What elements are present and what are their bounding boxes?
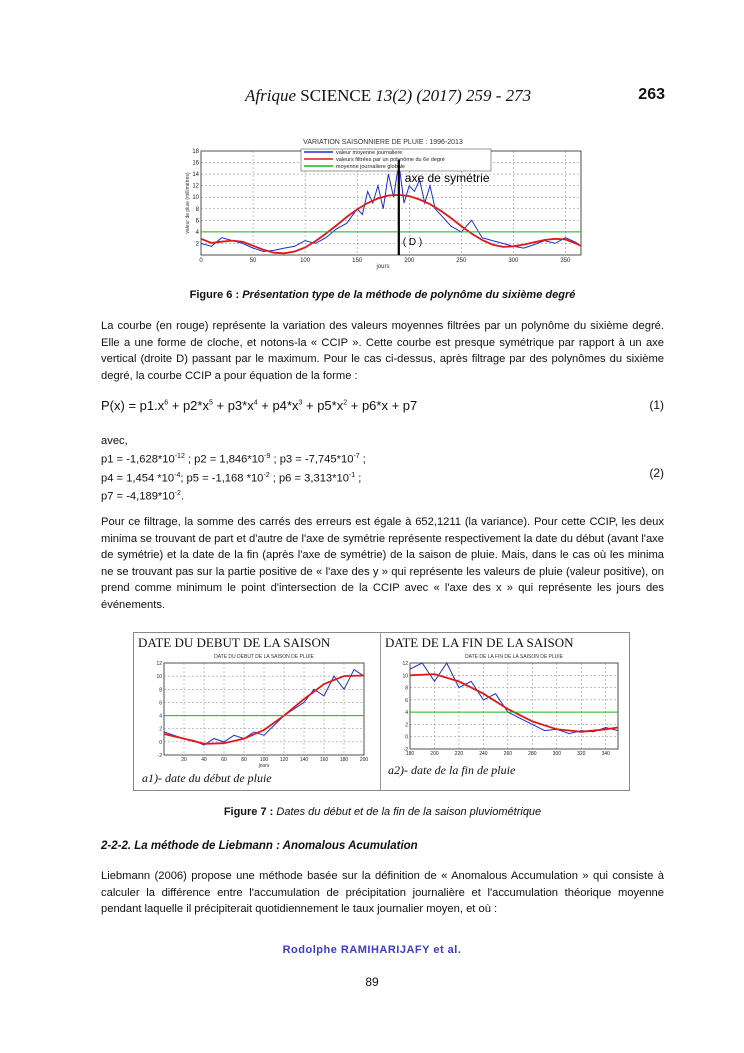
x-tick-label: 40 bbox=[201, 757, 207, 763]
equation-2-line-1: $p1 = -1,628*10^{-12}$ ; $p2 = 1,846*10^{-9}$ ; $p3 = -7,745*10^{-7}$ ; bbox=[101, 453, 366, 466]
y-tick-label: 2 bbox=[195, 241, 199, 248]
y-tick-label: 12 bbox=[156, 661, 162, 667]
y-tick-label: 6 bbox=[195, 218, 199, 225]
legend-label-2: moyenne journaliere globale bbox=[336, 164, 406, 170]
x-tick-label: 20 bbox=[181, 757, 187, 763]
y-tick-label: 6 bbox=[159, 700, 162, 707]
x-tick-label: 200 bbox=[430, 751, 439, 757]
y-tick-label: -2 bbox=[157, 753, 162, 759]
equation-1: $P(x) = p1.x^6 + p2*x^5 + p3*x^4 + p4*x^3 + p5*x^2 + p6*x + p7$ (1) bbox=[101, 398, 664, 413]
y-tick-label: 10 bbox=[402, 673, 408, 680]
journal-reference: Afrique SCIENCE 13(2) (2017) 259 - 273 bbox=[245, 86, 532, 105]
y-tick-label: 2 bbox=[405, 722, 408, 729]
symmetry-axis-label: axe de symétrie bbox=[404, 171, 490, 185]
figure-7 bbox=[133, 632, 630, 791]
legend-label-0: valeur moyenne journaliere bbox=[336, 150, 403, 156]
x-tick-label: 160 bbox=[319, 757, 329, 763]
x-tick-label: 250 bbox=[456, 258, 467, 264]
y-tick-label: 2 bbox=[159, 726, 162, 733]
x-tick-label: 180 bbox=[339, 757, 349, 763]
y-tick-label: 4 bbox=[405, 710, 408, 717]
x-tick-label: 200 bbox=[359, 757, 369, 763]
x-tick-label: 320 bbox=[577, 751, 586, 757]
x-tick-label: 240 bbox=[479, 751, 488, 757]
x-tick-label: 140 bbox=[299, 757, 309, 763]
equation-2 bbox=[101, 433, 664, 505]
y-tick-label: 8 bbox=[405, 685, 408, 692]
figure-6-ylabel: valeur de pluie (millimètres) bbox=[185, 172, 191, 234]
equation-2-number: (2) bbox=[649, 466, 664, 480]
figure-7-left-title: DATE DU DEBUT DE LA SAISON bbox=[138, 635, 331, 650]
paragraph-3: Liebmann (2006) propose une méthode basée sur la définition de « Anomalous Accumulation » qui consiste à calculer la différence entre l'accumulation de précipitation journalière et l'accumulation théorique moyenne pendant laquelle il précipiterait quotidiennement le taux journalier moyen, et où : bbox=[101, 870, 664, 916]
x-tick-label: 350 bbox=[560, 258, 571, 264]
figure-7-right-chart bbox=[396, 651, 622, 759]
y-tick-label: 8 bbox=[159, 687, 162, 694]
y-tick-label: 12 bbox=[402, 661, 408, 667]
y-tick-label: 10 bbox=[156, 674, 162, 681]
y-tick-label: 6 bbox=[405, 697, 408, 704]
x-tick-label: 80 bbox=[241, 757, 247, 763]
figure-7-right-title: DATE DE LA FIN DE LA SAISON bbox=[385, 635, 574, 650]
y-tick-label: 0 bbox=[405, 734, 408, 741]
author-footer: Rodolphe RAMIHARIJAFY et al. bbox=[282, 944, 462, 956]
figure-6-caption: Figure 6 : Présentation type de la méthode de polynôme du sixième degré bbox=[189, 289, 576, 301]
x-tick-label: 0 bbox=[199, 258, 203, 264]
x-tick-label: 300 bbox=[508, 258, 519, 264]
header-page-number: 263 bbox=[638, 86, 665, 103]
page-header bbox=[100, 86, 665, 108]
y-tick-label: 16 bbox=[192, 160, 199, 167]
y-tick-label: 18 bbox=[192, 149, 199, 155]
figure-7-right-label: a2)- date de la fin de pluie bbox=[388, 763, 516, 777]
figure-6-title: VARIATION SAISONNIERE DE PLUIE : 1996-2013 bbox=[303, 139, 463, 146]
equation-2-avec: avec, bbox=[101, 435, 128, 447]
x-tick-label: 220 bbox=[454, 751, 464, 757]
y-tick-label: 4 bbox=[195, 229, 199, 236]
section-title: 2-2-2. La méthode de Liebmann : Anomalous Acumulation bbox=[101, 840, 418, 852]
figure-6-xlabel: jours bbox=[376, 264, 390, 270]
paragraph-2: Pour ce filtrage, la somme des carrés des erreurs est égale à 652,1211 (la variance). Pour cette CCIP, les deux minima se trouvant de part et d'autre de l'axe de symétrie représente respectivement la date du début (avant l'axe de symétrie) et la date de la fin (après l'axe de symétrie) de la saison de pluie. Mais, dans le cas où les minima ne se trouvant pas sur la partie positive de « l'axe des y » qui représente les valeurs de pluie (valeur positive), on prend comme minimum le point d'intersection de la CCIP avec « l'axe des x » qui représente les jours des événements. bbox=[101, 516, 664, 611]
figure-7-left-label: a1)- date du début de pluie bbox=[142, 771, 272, 785]
equation-2-line-3: $p7 = -4,189*10^{-2}$. bbox=[101, 490, 185, 504]
x-tick-label: 280 bbox=[528, 751, 537, 757]
figure-7a-chart-title: DATE DU DEBUT DE LA SAISON DE PLUIE bbox=[214, 654, 314, 660]
y-tick-label: 12 bbox=[192, 183, 199, 190]
equation-2-line-2: p4 = 1,454 $*10^{-4}$; p5 = -1,168 $*10^{-2}$ ; $p6 = 3,313*10^{-1}$ ; bbox=[101, 471, 362, 485]
x-tick-label: 50 bbox=[249, 258, 257, 264]
footer-page-number: 89 bbox=[365, 975, 379, 989]
x-tick-label: 100 bbox=[300, 258, 311, 264]
x-tick-label: 60 bbox=[221, 757, 227, 763]
y-tick-label: 4 bbox=[159, 713, 162, 720]
figure-7b-chart-title: DATE DE LA FIN DE LA SAISON DE PLUIE bbox=[465, 654, 563, 660]
paragraph-1: La courbe (en rouge) représente la variation des valeurs moyennes filtrées par un polynôme du sixième degré. Elle a une forme de cloche, et notons-la « CCIP ». Cette courbe est presque symétrique par rapport à un axe vertical (droite D) passant par le maximum. Pour le cas ci-dessus, après filtrage par des polynômes du sixième degré, la courbe CCIP a pour équation de la forme : bbox=[101, 320, 664, 382]
x-tick-label: 300 bbox=[552, 751, 561, 757]
equation-1-number: (1) bbox=[649, 398, 664, 412]
x-tick-label: 120 bbox=[279, 757, 289, 763]
y-tick-label: 10 bbox=[192, 195, 199, 202]
x-tick-label: 340 bbox=[601, 751, 610, 757]
legend-label-1: valeurs filtrées par un polynôme du 6e degré bbox=[336, 157, 445, 163]
x-tick-label: 180 bbox=[405, 751, 415, 757]
figure-7-caption: Figure 7 : Dates du début et de la fin de la saison pluviométrique bbox=[223, 806, 542, 818]
x-tick-label: 200 bbox=[404, 258, 415, 264]
figure-7-divider bbox=[380, 633, 381, 790]
symmetry-axis-d-label: ( D ) bbox=[402, 237, 423, 248]
figure-7a-xlabel: jours bbox=[258, 763, 270, 769]
y-tick-label: 14 bbox=[192, 172, 199, 179]
figure-6-chart bbox=[183, 135, 583, 270]
y-tick-label: -2 bbox=[403, 747, 408, 753]
x-tick-label: 100 bbox=[259, 757, 269, 763]
x-tick-label: 260 bbox=[503, 751, 513, 757]
y-tick-label: 8 bbox=[195, 206, 199, 213]
x-tick-label: 150 bbox=[352, 258, 363, 264]
y-tick-label: 0 bbox=[159, 739, 162, 746]
figure-7-left-chart bbox=[150, 651, 372, 769]
